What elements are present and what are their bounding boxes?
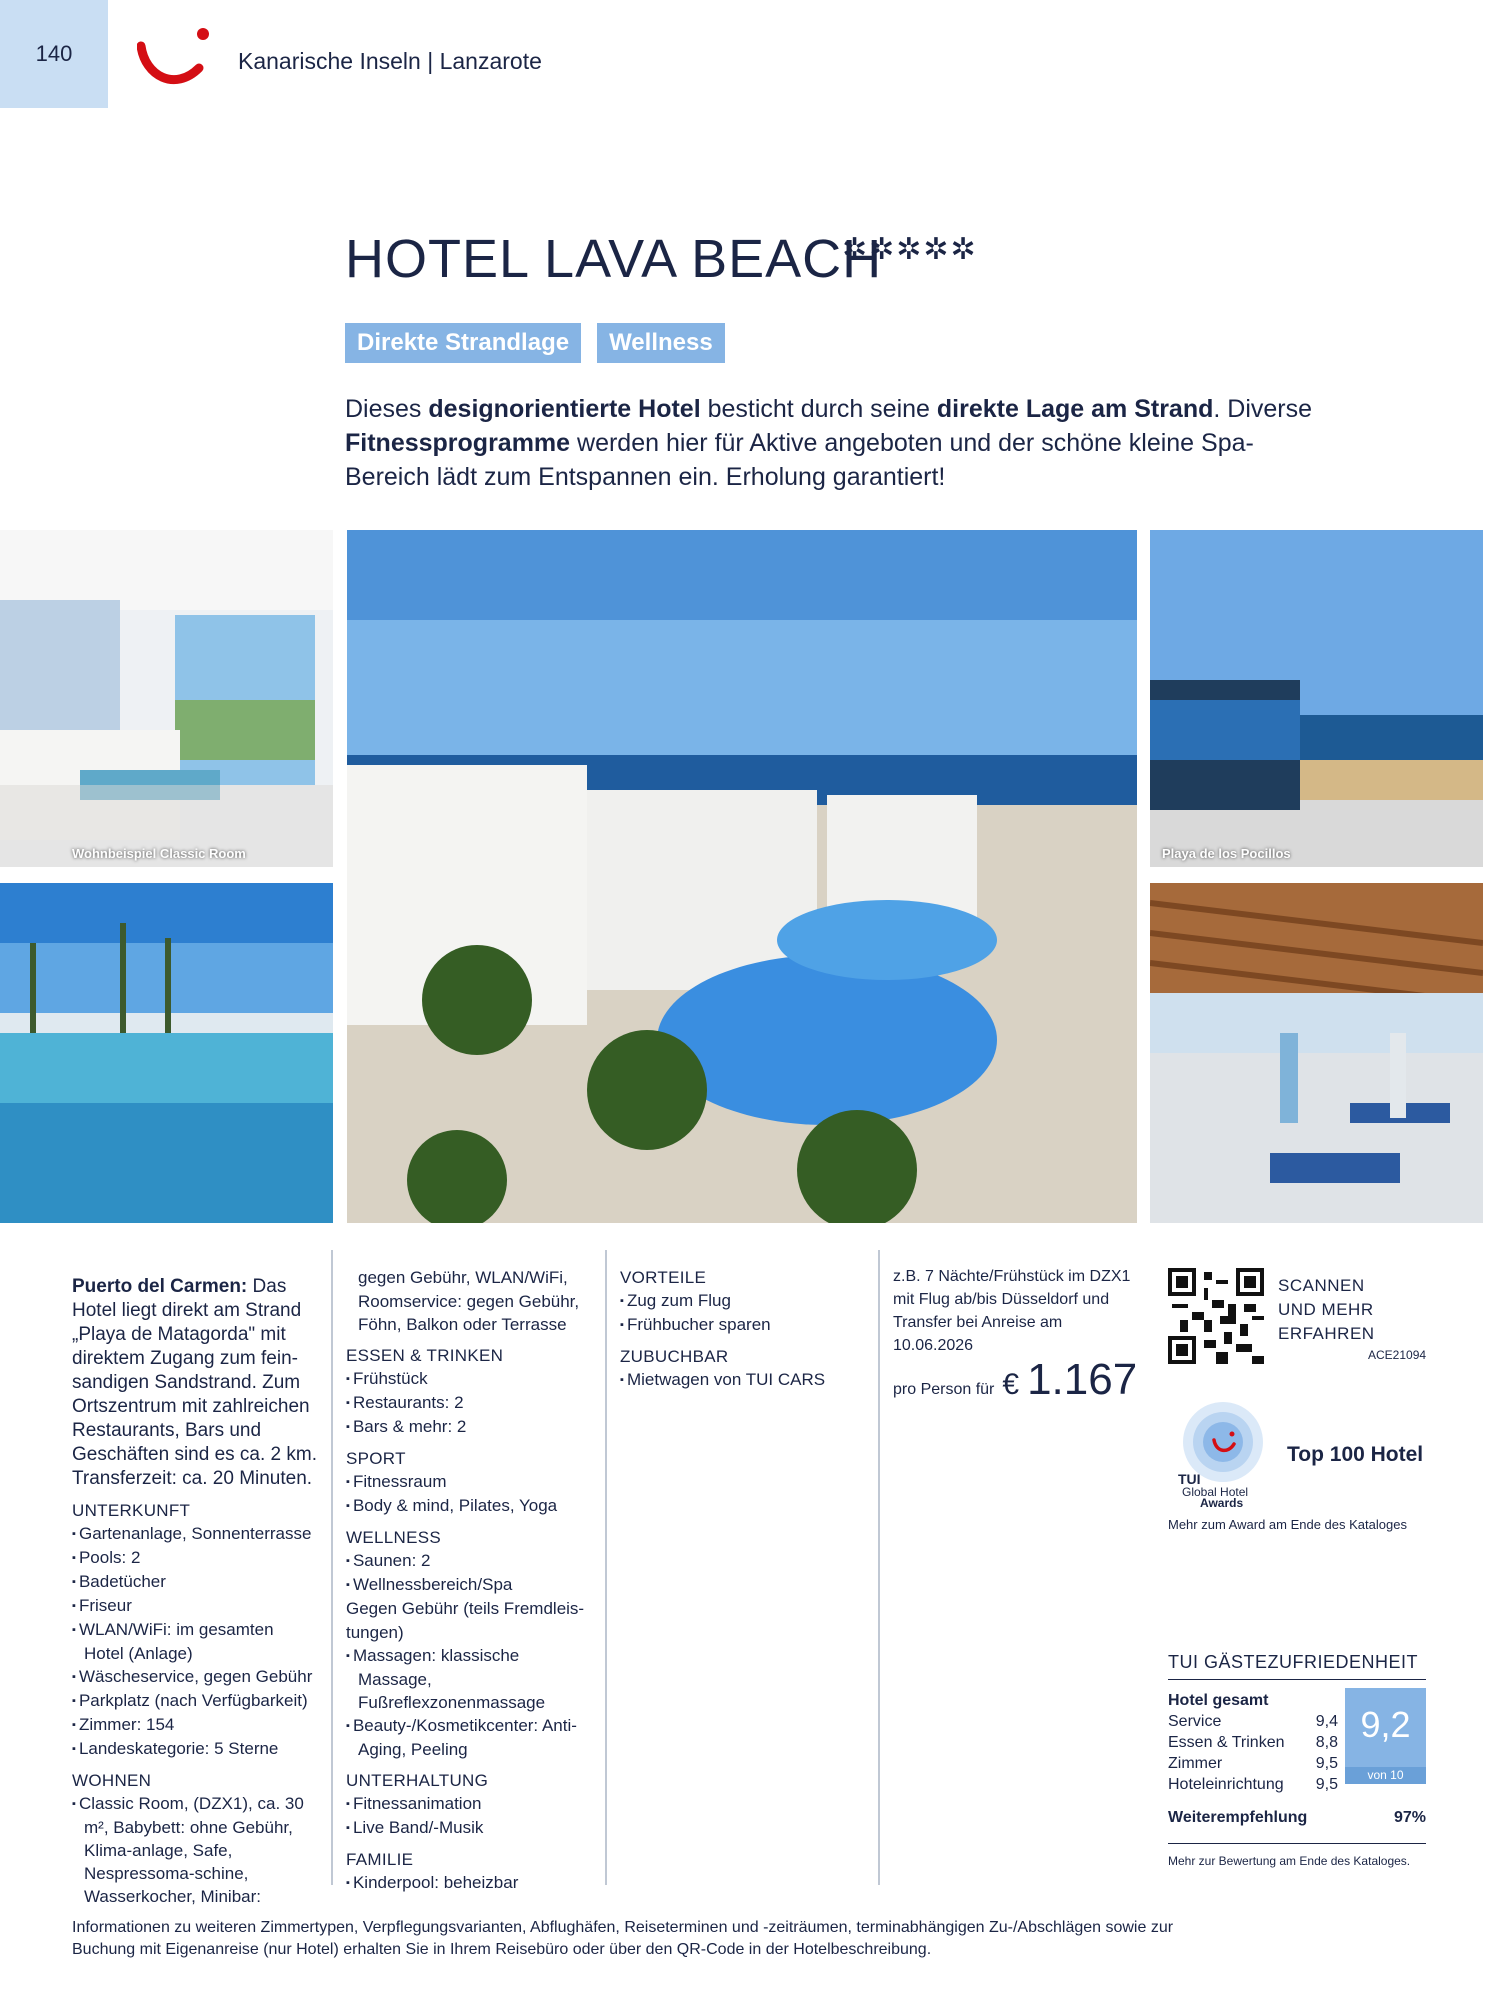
breadcrumb: Kanarische Inseln | Lanzarote bbox=[238, 48, 542, 74]
sport-heading: SPORT bbox=[346, 1449, 406, 1468]
familie-heading: FAMILIE bbox=[346, 1850, 414, 1869]
sport-list bbox=[346, 1470, 586, 1518]
list-item: ▪ Pools: 2 bbox=[72, 1546, 317, 1570]
list-item: ▪ Restaurants: 2 bbox=[346, 1391, 586, 1415]
offer-text: z.B. 7 Nächte/Frühstück im DZX1 mit Flug ab/bis Düsseldorf und Transfer bei Anreise am 10.06.2026 bbox=[893, 1268, 1131, 1354]
list-item: gegen Gebühr, WLAN/WiFi, Roomservice: gegen Gebühr, Föhn, Balkon oder Terrasse bbox=[358, 1268, 580, 1334]
rating-divider bbox=[1168, 1843, 1426, 1844]
rating-table bbox=[1168, 1690, 1338, 1795]
list-item: ▪ Parkplatz (nach Verfügbarkeit) bbox=[72, 1689, 317, 1713]
list-item: ▪ WLAN/WiFi: im gesamten Hotel (Anlage) bbox=[72, 1618, 317, 1665]
rating-row: Essen & Trinken 8,8 bbox=[1168, 1734, 1338, 1751]
list-item: ▪ Badetücher bbox=[72, 1570, 317, 1594]
award-logo-awards: Awards bbox=[1200, 1496, 1244, 1510]
award-title: Top 100 Hotel bbox=[1287, 1443, 1424, 1466]
pool-photo bbox=[0, 883, 333, 1223]
beach-photo bbox=[1150, 530, 1483, 867]
footer-note: Informationen zu weiteren Zimmertypen, Verpflegungsvarianten, Abflughäfen, Reiseterminen und -zeiträumen, terminabhängigen Zu-/Abschlägen sowie zur Buchung mit Eigenanreise (nur Hotel) erhalten Sie in Ihrem Reisebüro oder über den QR-Code in der Hotelbeschreibung. bbox=[72, 1919, 1174, 1958]
list-item: ▪ Live Band/-Musik bbox=[346, 1816, 586, 1840]
room-photo-caption: Wohnbeispiel Classic Room bbox=[72, 846, 246, 861]
list-item: ▪ Beauty-/Kosmetikcenter: Anti-Aging, Peeling bbox=[346, 1714, 586, 1761]
award-logo-global: Global Hotel bbox=[1182, 1485, 1249, 1499]
unterkunft-heading: UNTERKUNFT bbox=[72, 1501, 191, 1520]
tui-logo-icon bbox=[137, 24, 213, 90]
feature-tags bbox=[345, 323, 725, 363]
vorteile-list bbox=[620, 1289, 860, 1337]
recommendation: Weiterempfehlung 97% bbox=[1168, 1809, 1426, 1826]
vorteile-heading: VORTEILE bbox=[620, 1268, 707, 1287]
column-divider bbox=[331, 1250, 333, 1885]
list-item: ▪ Massagen: klassische Massage, Fußreflexzonenmassage bbox=[346, 1644, 586, 1714]
column-benefits bbox=[620, 1258, 860, 1392]
hotel-title: HOTEL LAVA BEACH bbox=[345, 229, 883, 289]
column-amenities bbox=[346, 1266, 586, 1895]
price bbox=[893, 1355, 1137, 1405]
hotel-stars: ✲✲✲✲✲ bbox=[842, 233, 978, 266]
zubuchbar-list bbox=[620, 1368, 860, 1392]
list-item: ▪ Saunen: 2 bbox=[346, 1549, 586, 1573]
column-divider bbox=[605, 1250, 607, 1885]
rating-row: Service 9,4 bbox=[1168, 1713, 1338, 1730]
unterkunft-list bbox=[72, 1522, 317, 1761]
list-item: ▪ Friseur bbox=[72, 1594, 317, 1618]
tag-wellness: Wellness bbox=[597, 323, 725, 363]
list-item: ▪ Wäscheservice, gegen Gebühr bbox=[72, 1665, 317, 1689]
wellness-list bbox=[346, 1549, 586, 1761]
zubuchbar-heading: ZUBUCHBAR bbox=[620, 1347, 729, 1366]
list-item: ▪ Wellnessbereich/Spa bbox=[346, 1573, 586, 1597]
page-number: 140 bbox=[0, 0, 108, 108]
intro-text: Dieses designorientierte Hotel besticht durch seine direkte Lage am Strand. Diverse Fitnessprogramme werden hier für Aktive angeboten und der schöne kleine Spa-Bereich lädt zum Entspannen ein. Erholung garantiert! bbox=[345, 395, 1313, 491]
list-item: ▪ Body & mind, Pilates, Yoga bbox=[346, 1494, 586, 1518]
location-text: Puerto del Carmen: Das Hotel liegt direkt am Strand „Playa de Matagorda" mit direktem Zugang zum fein-sandigen Sandstrand. Zum Ortszentrum mit zahlreichen Restaurants, Bars und Geschäften sind es ca. 2 km. Transferzeit: ca. 20 Minuten. bbox=[72, 1276, 318, 1489]
list-item: ▪ Zug zum Flug bbox=[620, 1289, 860, 1313]
price-label: pro Person für bbox=[893, 1381, 995, 1398]
essen-heading: ESSEN & TRINKEN bbox=[346, 1346, 504, 1365]
wohnen-heading: WOHNEN bbox=[72, 1771, 152, 1790]
qr-code-icon[interactable] bbox=[1168, 1268, 1264, 1364]
unterhaltung-heading: UNTERHALTUNG bbox=[346, 1771, 489, 1790]
unterhaltung-list bbox=[346, 1792, 586, 1840]
list-item: ▪ Fitnessanimation bbox=[346, 1792, 586, 1816]
list-item: ▪ Zimmer: 154 bbox=[72, 1713, 317, 1737]
score-value: 9,2 bbox=[1360, 1704, 1411, 1745]
rating-note: Mehr zur Bewertung am Ende des Kataloges. bbox=[1168, 1854, 1411, 1868]
scan-cta: SCANNEN UND MEHR ERFAHREN bbox=[1278, 1276, 1375, 1343]
rating-row: Hoteleinrichtung 9,5 bbox=[1168, 1776, 1338, 1793]
column-divider bbox=[878, 1250, 880, 1885]
beach-photo-caption: Playa de los Pocillos bbox=[1162, 846, 1291, 861]
list-item: ▪ Mietwagen von TUI CARS bbox=[620, 1368, 860, 1392]
list-item: ▪ Kinderpool: beheizbar bbox=[346, 1871, 586, 1895]
tag-beach: Direkte Strandlage bbox=[345, 323, 581, 363]
rating-overall-label: Hotel gesamt bbox=[1168, 1692, 1269, 1709]
qr-code-id: ACE21094 bbox=[1368, 1348, 1427, 1362]
list-item: ▪ Bars & mehr: 2 bbox=[346, 1415, 586, 1439]
rating-row: Zimmer 9,5 bbox=[1168, 1755, 1338, 1772]
wohnen-list bbox=[72, 1792, 317, 1908]
essen-list bbox=[346, 1367, 586, 1439]
list-item: ▪ Landeskategorie: 5 Sterne bbox=[72, 1737, 317, 1761]
list-item: ▪ Frühstück bbox=[346, 1367, 586, 1391]
list-item: ▪ Gartenanlage, Sonnenterrasse bbox=[72, 1522, 317, 1546]
yoga-photo bbox=[1150, 883, 1483, 1223]
score-badge bbox=[1345, 1688, 1426, 1784]
familie-list bbox=[346, 1871, 586, 1895]
list-item: ▪ Classic Room, (DZX1), ca. 30 m², Babybett: ohne Gebühr, Klima-anlage, Safe, Nespressoma-schine, Wasserkocher, Minibar: bbox=[72, 1792, 317, 1908]
price-currency: € bbox=[1002, 1368, 1020, 1401]
column-location bbox=[72, 1275, 317, 1908]
rating-heading: TUI GÄSTEZUFRIEDENHEIT bbox=[1168, 1652, 1419, 1672]
list-item: ▪ Fitnessraum bbox=[346, 1470, 586, 1494]
hotel-main-photo bbox=[347, 530, 1137, 1223]
room-photo bbox=[0, 530, 333, 867]
price-value: 1.167 bbox=[1027, 1355, 1138, 1404]
rating-divider bbox=[1168, 1679, 1426, 1680]
score-scale: von 10 bbox=[1345, 1767, 1426, 1784]
amenities-continued bbox=[346, 1266, 586, 1336]
award-badge-icon bbox=[1168, 1400, 1278, 1510]
award-logo-tui: TUI bbox=[1178, 1471, 1201, 1487]
award-note: Mehr zum Award am Ende des Kataloges bbox=[1168, 1517, 1407, 1532]
list-item: ▪ Frühbucher sparen bbox=[620, 1313, 860, 1337]
wellness-heading: WELLNESS bbox=[346, 1528, 441, 1547]
list-item: Gegen Gebühr (teils Fremdleis-tungen) bbox=[346, 1599, 585, 1642]
